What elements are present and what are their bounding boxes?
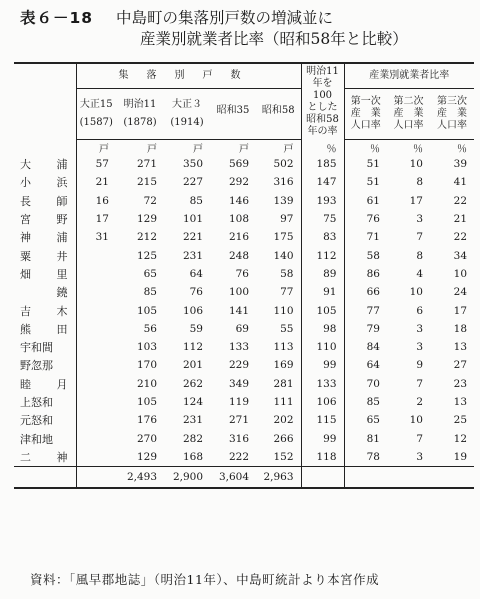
table-body xyxy=(14,140,474,467)
units-row: 戸 戸 戸 戸 戸 ％ ％ ％ ％ xyxy=(14,140,474,156)
settlement-name: 長 師 xyxy=(20,194,68,208)
table-cell: 3 xyxy=(416,213,423,226)
table-cell: 76 xyxy=(235,267,249,280)
table-row xyxy=(14,283,474,301)
settlement-name: 小 浜 xyxy=(20,176,68,190)
table-cell: 7 xyxy=(416,231,423,244)
header-households-group: 集落別戸数 xyxy=(76,63,301,89)
table-cell: 6 xyxy=(416,304,423,317)
table-cell xyxy=(76,265,116,283)
table-cell: 229 xyxy=(228,359,249,372)
table-cell: 271 xyxy=(136,158,157,171)
table-cell: 7 xyxy=(416,377,423,390)
table-cell: 202 xyxy=(273,414,294,427)
table-cell: 115 xyxy=(301,411,344,429)
table-cell: 27 xyxy=(453,359,468,372)
table-row xyxy=(14,338,474,356)
table-cell: 3 xyxy=(416,450,423,463)
table-cell: 125 xyxy=(136,249,157,262)
table-cell xyxy=(76,429,116,447)
table-cell: 316 xyxy=(273,176,294,189)
settlement-name: 吉 木 xyxy=(20,304,68,318)
table-row xyxy=(14,265,474,283)
settlement-name: 睦 月 xyxy=(20,377,68,391)
table-cell: 65 xyxy=(344,411,387,429)
settlement-name: 粟 井 xyxy=(20,249,68,263)
settlement-name: 畑 里 xyxy=(20,267,68,281)
table-cell: 58 xyxy=(344,246,387,264)
table-cell: 21 xyxy=(453,213,468,226)
table-cell: 113 xyxy=(273,341,294,354)
table-cell: 8 xyxy=(416,176,423,189)
header-settlement xyxy=(14,63,76,140)
table-cell: 106 xyxy=(182,304,203,317)
table-cell: 34 xyxy=(453,249,468,262)
title-line-1: 中島町の集落別戸数の増減並に xyxy=(116,9,334,27)
table-cell: 201 xyxy=(182,359,203,372)
table-cell: 110 xyxy=(273,304,294,317)
table-cell xyxy=(76,338,116,356)
table-cell: 4 xyxy=(416,267,423,280)
table-row xyxy=(14,192,474,210)
settlement-name: 上怒和 xyxy=(20,396,53,409)
table-cell: 231 xyxy=(182,249,203,262)
table-row xyxy=(14,301,474,319)
table-cell: 85 xyxy=(189,194,203,207)
totals-row: 2,493 2,900 3,604 2,963 xyxy=(14,466,474,488)
header-year-showa35: 昭和35 xyxy=(210,89,256,140)
table-cell: 83 xyxy=(301,228,344,246)
table-cell: 39 xyxy=(453,158,468,171)
table-cell: 152 xyxy=(273,450,294,463)
table-cell: 22 xyxy=(453,231,468,244)
table-cell: 99 xyxy=(301,356,344,374)
settlement-name: 鐃 xyxy=(56,286,68,300)
table-cell: 89 xyxy=(301,265,344,283)
settlement-name: 津和地 xyxy=(20,432,53,446)
table-cell: 270 xyxy=(136,432,157,445)
table-cell xyxy=(76,448,116,466)
table-cell: 10 xyxy=(409,286,423,299)
header-sector-tertiary: 第三次 産 業 人口率 xyxy=(430,89,474,140)
table-cell: 133 xyxy=(228,341,249,354)
table-cell: 18 xyxy=(453,322,468,335)
table-cell: 10 xyxy=(409,414,423,427)
table-cell: 227 xyxy=(182,176,203,189)
table-cell xyxy=(76,393,116,411)
table-cell: 72 xyxy=(143,194,157,207)
header-year-taisho3: 大正３ (1914) xyxy=(164,89,210,140)
table-cell: 13 xyxy=(453,341,468,354)
table-row xyxy=(14,173,474,191)
table-row xyxy=(14,375,474,393)
table-cell: 97 xyxy=(280,213,294,226)
table-cell: 59 xyxy=(189,322,203,335)
table-cell: 175 xyxy=(273,231,294,244)
header-year-showa58: 昭和58 xyxy=(256,89,301,140)
settlement-name: 大 浦 xyxy=(20,158,68,172)
table-cell: 3 xyxy=(416,322,423,335)
table-number: 表６－18 xyxy=(20,9,94,27)
table-cell: 99 xyxy=(301,429,344,447)
table-cell: 103 xyxy=(136,341,157,354)
table-cell: 185 xyxy=(301,155,344,173)
table-cell xyxy=(76,246,116,264)
table-cell: 81 xyxy=(344,429,387,447)
table-cell: 76 xyxy=(189,286,203,299)
table-cell: 31 xyxy=(76,228,116,246)
table-cell: 350 xyxy=(182,158,203,171)
table-cell: 124 xyxy=(182,396,203,408)
table-cell: 221 xyxy=(182,231,203,244)
table-cell: 13 xyxy=(453,396,468,408)
table-cell: 106 xyxy=(301,393,344,411)
table-cell: 56 xyxy=(143,322,157,335)
table-cell: 23 xyxy=(453,377,468,390)
table-cell: 51 xyxy=(344,173,387,191)
table-row xyxy=(14,210,474,228)
table-cell: 248 xyxy=(228,249,249,262)
table-row xyxy=(14,246,474,264)
table-cell: 110 xyxy=(301,338,344,356)
table-cell: 100 xyxy=(228,286,249,299)
table-cell: 112 xyxy=(182,341,203,354)
table-cell: 17 xyxy=(409,194,423,207)
table-cell: 216 xyxy=(228,231,249,244)
header-sector-secondary: 第二次 産 業 人口率 xyxy=(387,89,430,140)
table-cell: 86 xyxy=(344,265,387,283)
table-cell: 19 xyxy=(453,450,468,463)
table-cell: 61 xyxy=(344,192,387,210)
settlement-name: 宇和間 xyxy=(20,341,53,355)
table-cell: 76 xyxy=(344,210,387,228)
table-cell: 169 xyxy=(273,359,294,372)
table-cell xyxy=(76,283,116,301)
table-cell: 10 xyxy=(453,267,468,280)
table-cell: 84 xyxy=(344,338,387,356)
table-cell: 569 xyxy=(228,158,249,171)
settlement-name: 神 浦 xyxy=(20,231,68,245)
table-cell: 101 xyxy=(182,213,203,226)
table-cell: 10 xyxy=(409,158,423,171)
table-cell: 17 xyxy=(76,210,116,228)
table-cell xyxy=(76,375,116,393)
table-cell: 71 xyxy=(344,228,387,246)
table-cell: 25 xyxy=(453,414,468,427)
table-cell: 271 xyxy=(228,414,249,427)
table-cell: 316 xyxy=(228,432,249,445)
table-cell: 64 xyxy=(189,267,203,280)
table-cell: 282 xyxy=(182,432,203,445)
header-employment-group: 産業別就業者比率 xyxy=(344,63,474,89)
table-cell: 105 xyxy=(136,304,157,317)
table-cell: 98 xyxy=(301,320,344,338)
settlement-name: 元怒和 xyxy=(20,414,53,428)
table-cell: 70 xyxy=(344,375,387,393)
table-cell: 231 xyxy=(182,414,203,427)
table-cell: 41 xyxy=(453,176,468,189)
table-cell: 91 xyxy=(301,283,344,301)
header-change-ratio: 明治11 年を100 とした 昭和58 年の率 xyxy=(301,63,344,140)
table-cell: 22 xyxy=(453,194,468,207)
title-line-2: 産業別就業者比率（昭和58年と比較） xyxy=(140,30,408,48)
table-cell: 146 xyxy=(228,194,249,207)
table-cell: 57 xyxy=(76,155,116,173)
table-cell xyxy=(76,411,116,429)
table-cell: 349 xyxy=(228,377,249,390)
table-cell: 69 xyxy=(235,322,249,335)
table-cell: 9 xyxy=(416,359,423,372)
table-cell: 108 xyxy=(228,213,249,226)
table-cell: 24 xyxy=(453,286,468,299)
table-cell: 77 xyxy=(280,286,294,299)
table-cell xyxy=(76,356,116,374)
table-cell: 79 xyxy=(344,320,387,338)
table-cell: 147 xyxy=(301,173,344,191)
table-cell: 168 xyxy=(182,450,203,463)
table-cell: 16 xyxy=(76,192,116,210)
table-cell: 129 xyxy=(136,213,157,226)
table-row xyxy=(14,429,474,447)
table-cell: 215 xyxy=(136,176,157,189)
table-cell: 262 xyxy=(182,377,203,390)
table-cell: 118 xyxy=(301,448,344,466)
table-cell: 170 xyxy=(136,359,157,372)
table-cell: 133 xyxy=(301,375,344,393)
table-row xyxy=(14,411,474,429)
table-cell: 222 xyxy=(228,450,249,463)
table-cell: 210 xyxy=(136,377,157,390)
header-year-taisho15: 大正15 (1587) xyxy=(76,89,116,140)
table-cell: 64 xyxy=(344,356,387,374)
table-cell: 55 xyxy=(280,322,294,335)
table-cell xyxy=(76,320,116,338)
table-title xyxy=(20,8,475,50)
table-row xyxy=(14,448,474,466)
table-cell: 176 xyxy=(136,414,157,427)
table-row xyxy=(14,155,474,173)
table-cell: 112 xyxy=(301,246,344,264)
table-cell: 21 xyxy=(76,173,116,191)
table-cell: 139 xyxy=(273,194,294,207)
table-cell: 212 xyxy=(136,231,157,244)
table-row xyxy=(14,393,474,411)
table-cell: 105 xyxy=(136,396,157,408)
table-cell: 193 xyxy=(301,192,344,210)
table-cell: 141 xyxy=(228,304,249,317)
table-cell: 281 xyxy=(273,377,294,390)
table-cell: 8 xyxy=(416,249,423,262)
source-note: 資料：「風早郡地誌」（明治11年）、中島町統計より本宮作成 xyxy=(30,572,380,587)
table-cell: 51 xyxy=(344,155,387,173)
data-table xyxy=(14,62,474,489)
table-cell: 75 xyxy=(301,210,344,228)
settlement-name: 熊 田 xyxy=(20,322,68,336)
table-cell xyxy=(76,301,116,319)
table-cell: 119 xyxy=(228,396,249,408)
table-cell: 66 xyxy=(344,283,387,301)
header-sector-primary: 第一次 産 業 人口率 xyxy=(344,89,387,140)
table-cell: 7 xyxy=(416,432,423,445)
table-cell: 85 xyxy=(344,393,387,411)
table-cell: 78 xyxy=(344,448,387,466)
settlement-name: 二 神 xyxy=(20,450,68,464)
table-cell: 77 xyxy=(344,301,387,319)
table-cell: 2 xyxy=(416,396,423,408)
table-row xyxy=(14,356,474,374)
table-cell: 266 xyxy=(273,432,294,445)
table-row xyxy=(14,320,474,338)
settlement-name: 宮 野 xyxy=(20,213,68,227)
table-cell: 140 xyxy=(273,249,294,262)
table-cell: 12 xyxy=(453,432,468,445)
table-cell: 105 xyxy=(301,301,344,319)
table-cell: 85 xyxy=(143,286,157,299)
table-cell: 292 xyxy=(228,176,249,189)
table-cell: 502 xyxy=(273,158,294,171)
table-cell: 129 xyxy=(136,450,157,463)
table-cell: 3 xyxy=(416,341,423,354)
table-cell: 58 xyxy=(280,267,294,280)
header-year-meiji11: 明治11 (1878) xyxy=(116,89,164,140)
settlement-name: 野忽那 xyxy=(20,359,53,373)
table-row xyxy=(14,228,474,246)
table-cell: 17 xyxy=(453,304,468,317)
table-cell: 111 xyxy=(273,396,294,408)
table-cell: 65 xyxy=(143,267,157,280)
